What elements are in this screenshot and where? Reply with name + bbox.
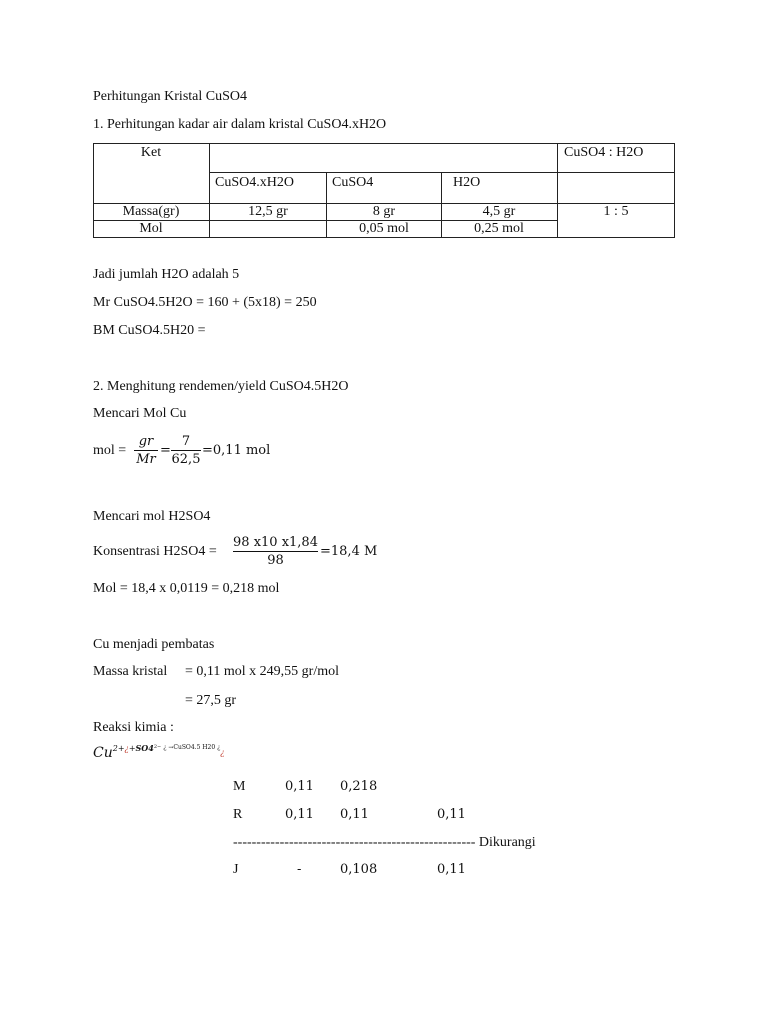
fraction-bar bbox=[171, 450, 201, 451]
table-border-top bbox=[93, 143, 675, 144]
table-cell-massa-cuso4: 8 gr bbox=[372, 204, 396, 219]
paragraph-bm: BM CuSO4.5H20 = bbox=[93, 323, 206, 338]
mrj-r-cu: 0,11 bbox=[285, 807, 314, 822]
mrj-dash-line: ---------------------------------------------------- Dikurangi bbox=[233, 835, 536, 850]
fraction-bar bbox=[134, 450, 158, 451]
eq2-numerator: 98 x10 x1,84 bbox=[233, 535, 318, 550]
eq1-f2-denominator: 62,5 bbox=[171, 452, 201, 467]
mrj-j-product: 0,11 bbox=[437, 862, 466, 877]
eq1-f1-numerator: gr bbox=[138, 434, 154, 449]
table-line-v2 bbox=[326, 172, 327, 238]
table-header-cuso4xh2o: CuSO4.xH2O bbox=[215, 175, 294, 190]
eq1-lhs: mol = bbox=[93, 443, 127, 458]
paragraph-cu-pembatas: Cu menjadi pembatas bbox=[93, 637, 215, 652]
reaction-product: ¿ →CuSO4.5 H20 ¿ bbox=[163, 744, 221, 751]
table-cell-mol-cuso4: 0,05 mol bbox=[359, 221, 409, 236]
table-line-v4 bbox=[557, 143, 558, 238]
table-border-left bbox=[93, 143, 94, 238]
eq1-fraction-values bbox=[171, 435, 201, 466]
table-header-h2o: H2O bbox=[453, 175, 481, 190]
eq1-result: =0,11 mol bbox=[202, 443, 271, 458]
mrj-m-label: M bbox=[233, 779, 246, 794]
eq2-lhs: Konsentrasi H2SO4 = bbox=[93, 544, 217, 559]
eq1-equals: = bbox=[160, 443, 171, 458]
table-row-massa-label: Massa(gr) bbox=[122, 204, 180, 219]
table-header-ratio: CuSO4 : H2O bbox=[564, 145, 644, 160]
fraction-bar bbox=[233, 551, 318, 552]
massa-kristal-result: = 27,5 gr bbox=[185, 693, 237, 708]
table-header-ket: Ket bbox=[140, 145, 162, 160]
table-row-mol-label: Mol bbox=[139, 221, 163, 236]
mrj-m-cu: 0,11 bbox=[285, 779, 314, 794]
paragraph-mencari-mol-h2so4: Mencari mol H2SO4 bbox=[93, 509, 211, 524]
eq2-result: =18,4 M bbox=[320, 544, 378, 559]
massa-kristal-calc: = 0,11 mol x 249,55 gr/mol bbox=[185, 664, 339, 679]
reaction-so4-charge: 2− bbox=[153, 744, 162, 750]
table-line-v1 bbox=[209, 143, 210, 238]
paragraph-reaksi-kimia: Reaksi kimia : bbox=[93, 720, 174, 735]
mrj-j-label: J bbox=[233, 862, 239, 877]
table-cell-mol-h2o: 0,25 mol bbox=[474, 221, 524, 236]
reaction-cu-charge: 2+ bbox=[112, 744, 125, 753]
mrj-j-so4: 0,108 bbox=[340, 862, 378, 877]
paragraph-mr: Mr CuSO4.5H2O = 160 + (5x18) = 250 bbox=[93, 295, 317, 310]
section-1-heading: 1. Perhitungan kadar air dalam kristal CuSO4.xH2O bbox=[93, 117, 387, 132]
reaction-placeholder-2: ¿ bbox=[220, 748, 225, 757]
eq1-fraction-gr-mr bbox=[134, 435, 158, 466]
mrj-j-cu: - bbox=[297, 862, 302, 877]
mrj-r-label: R bbox=[233, 807, 243, 822]
mrj-r-so4: 0,11 bbox=[340, 807, 369, 822]
composition-table bbox=[93, 143, 675, 238]
paragraph-mencari-mol-cu: Mencari Mol Cu bbox=[93, 406, 187, 421]
table-cell-ratio: 1 : 5 bbox=[603, 204, 629, 219]
table-line-v3 bbox=[441, 172, 442, 238]
table-border-right bbox=[674, 143, 675, 238]
reaction-equation bbox=[93, 743, 225, 761]
doc-title: Perhitungan Kristal CuSO4 bbox=[93, 89, 247, 104]
massa-kristal-label: Massa kristal bbox=[93, 664, 168, 679]
reaction-plus: + bbox=[128, 744, 136, 753]
table-cell-massa-h2o: 4,5 gr bbox=[482, 204, 516, 219]
table-line-h1 bbox=[209, 172, 675, 173]
mrj-r-product: 0,11 bbox=[437, 807, 466, 822]
eq2-denominator: 98 bbox=[267, 553, 284, 568]
table-border-bottom bbox=[93, 237, 675, 238]
eq1-f1-denominator: Mr bbox=[136, 452, 156, 467]
paragraph-mol-h2so4: Mol = 18,4 x 0,0119 = 0,218 mol bbox=[93, 581, 280, 596]
eq1-f2-numerator: 7 bbox=[181, 434, 191, 449]
reaction-cu: Cu bbox=[93, 745, 113, 761]
section-2-heading: 2. Menghitung rendemen/yield CuSO4.5H2O bbox=[93, 379, 349, 394]
mrj-m-so4: 0,218 bbox=[340, 779, 378, 794]
table-header-cuso4: CuSO4 bbox=[332, 175, 374, 190]
reaction-so4: SO4 bbox=[135, 743, 154, 753]
reaction-placeholder-1: ¿ bbox=[124, 744, 129, 753]
eq2-fraction bbox=[233, 536, 318, 567]
table-cell-massa-cuso4xh2o: 12,5 gr bbox=[248, 204, 288, 219]
paragraph-jumlah-h2o: Jadi jumlah H2O adalah 5 bbox=[93, 267, 240, 282]
